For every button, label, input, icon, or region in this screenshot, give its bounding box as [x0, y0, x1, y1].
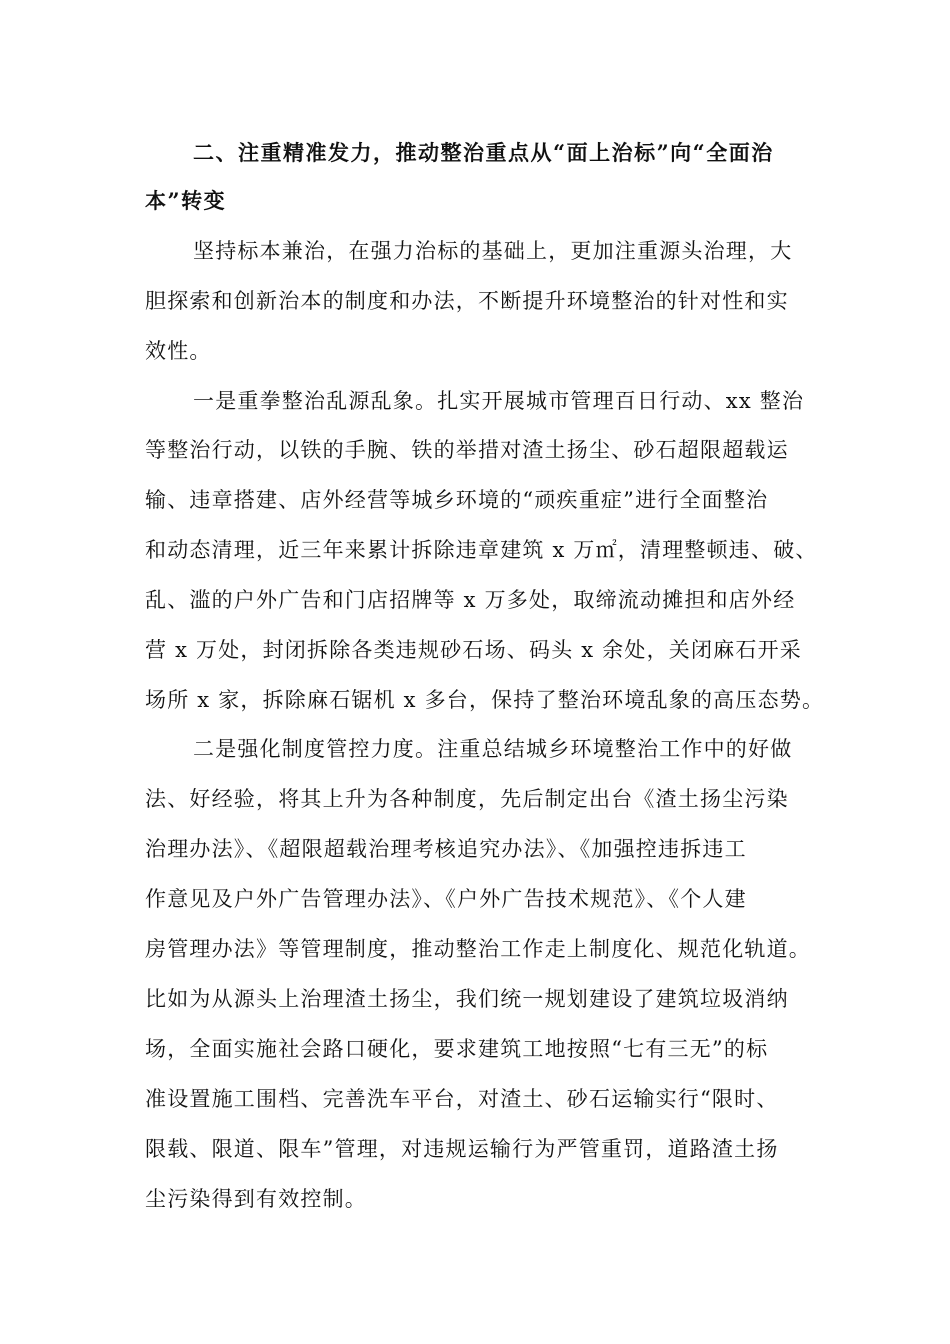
- paragraph-3-line-5: 房管理办法》等管理制度，推动整治工作走上制度化、规范化轨道。: [145, 937, 811, 961]
- paragraph-2-line-4: 和动态清理，近三年来累计拆除违章建筑 x 万㎡，清理整顿违、破、: [145, 538, 818, 562]
- paragraph-3-line-7: 场，全面实施社会路口硬化，要求建筑工地按照“七有三无”的标: [145, 1037, 769, 1061]
- paragraph-2-line-1: 一是重拳整治乱源乱象。扎实开展城市管理百日行动、xx 整治: [193, 389, 805, 413]
- paragraph-3-line-2: 法、好经验，将其上升为各种制度，先后制定出台《渣土扬尘污染: [145, 787, 789, 811]
- paragraph-3-line-6: 比如为从源头上治理渣土扬尘，我们统一规划建设了建筑垃圾消纳: [145, 987, 789, 1011]
- section-heading-line-2: 本”转变: [145, 188, 227, 213]
- paragraph-3-line-8: 准设置施工围档、完善洗车平台，对渣土、砂石运输实行“限时、: [145, 1087, 779, 1111]
- paragraph-1-line-1: 坚持标本兼治，在强力治标的基础上，更加注重源头治理，大: [193, 239, 793, 263]
- paragraph-3-line-3: 治理办法》、《超限超载治理考核追究办法》、《加强控违拆违工: [145, 837, 747, 861]
- paragraph-1-line-3: 效性。: [145, 339, 212, 363]
- paragraph-3-line-10: 尘污染得到有效控制。: [145, 1187, 367, 1211]
- paragraph-3-line-1: 二是强化制度管控力度。注重总结城乡环境整治工作中的好做: [193, 737, 793, 761]
- paragraph-2-line-6: 营 x 万处，封闭拆除各类违规砂石场、码头 x 余处，关闭麻石开采: [145, 638, 802, 662]
- paragraph-3-line-4: 作意见及户外广告管理办法》、《户外广告技术规范》、《个人建: [145, 887, 747, 911]
- paragraph-2-line-7: 场所 x 家，拆除麻石锯机 x 多台，保持了整治环境乱象的高压态势。: [145, 688, 825, 712]
- paragraph-1-line-2: 胆探索和创新治本的制度和办法，不断提升环境整治的针对性和实: [145, 289, 789, 313]
- paragraph-2-line-3: 输、违章搭建、店外经营等城乡环境的“顽疾重症”进行全面整治: [145, 488, 769, 512]
- paragraph-3-line-9: 限载、限道、限车”管理，对违规运输行为严管重罚，道路渣土扬: [145, 1137, 779, 1161]
- paragraph-2-line-2: 等整治行动，以铁的手腕、铁的举措对渣土扬尘、砂石超限超载运: [145, 438, 789, 462]
- paragraph-2-line-5: 乱、滥的户外广告和门店招牌等 x 万多处，取缔流动摊担和店外经: [145, 588, 796, 612]
- section-heading-line-1: 二、注重精准发力，推动整治重点从“面上治标”向“全面治: [193, 140, 774, 165]
